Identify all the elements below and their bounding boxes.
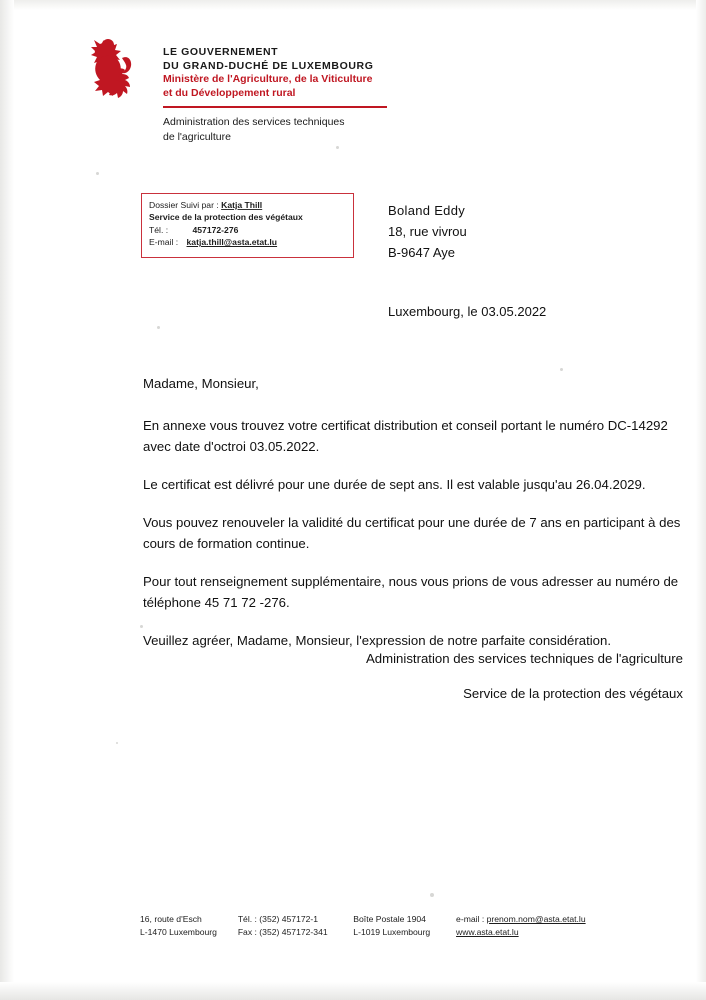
letter-salutation: Madame, Monsieur, [143,376,259,391]
ministry-line-1: Ministère de l'Agriculture, de la Viticulture [163,73,373,85]
scan-speck [560,368,563,371]
footer-tel-line: Tél. : (352) 457172-1 [237,914,319,924]
contact-email-value: katja.thill@asta.etat.lu [186,237,278,248]
scan-speck [430,893,434,897]
contact-service-line: Service de la protection des végétaux [149,212,303,223]
contact-email-label: E-mail : [149,237,179,248]
page-footer [140,913,630,939]
place-and-date: Luxembourg, le 03.05.2022 [388,304,547,319]
letterhead [86,36,387,145]
header-divider [163,106,387,108]
signature-block [143,648,683,704]
government-line-2: DU GRAND-DUCHÉ DE LUXEMBOURG [163,59,374,72]
ministry-line-2: et du Développement rural [163,86,296,99]
footer-address-line-1: 16, route d'Esch [140,914,202,924]
scan-edge-bottom [0,982,706,1000]
footer-po-line-1: Boîte Postale 1904 [353,914,426,924]
contact-reference-box [141,193,354,258]
lion-coat-of-arms-icon [86,36,140,98]
footer-website-link[interactable]: www.asta.etat.lu [456,927,519,937]
recipient-name: Boland Eddy [388,203,466,218]
signature-line-2: Service de la protection des végétaux [463,686,683,701]
letterhead-text [163,36,387,145]
scan-edge-top [0,0,706,10]
letter-paragraph-5: Veuillez agréer, Madame, Monsieur, l'expression de notre parfaite considération. [143,633,612,648]
recipient-street: 18, rue vivrou [388,224,467,239]
footer-online-column [456,913,608,939]
letter-paragraph-4: Pour tout renseignement supplémentaire, nous vous prions de vous adresser au numéro de téléphone 45 71 72 -276. [143,574,679,610]
scan-speck [157,326,160,329]
footer-address-column [140,913,226,939]
contact-tel-value: 457172-276 [192,224,239,235]
scan-edge-right [696,0,706,1000]
contact-tel-row [149,224,346,236]
contact-tel-label: Tél. : [149,224,169,235]
contact-dossier-row [149,199,346,211]
letter-paragraph-3: Vous pouvez renouveler la validité du certificat pour une durée de 7 ans en participant à des cours de formation continue. [143,515,681,551]
letter-paragraph-2: Le certificat est délivré pour une durée de sept ans. Il est valable jusqu'au 26.04.2029. [143,477,646,492]
scan-speck [336,146,339,149]
contact-dossier-label: Dossier Suivi par : [149,200,219,210]
footer-po-line-2: L-1019 Luxembourg [353,927,431,937]
government-line-1: LE GOUVERNEMENT [163,46,279,58]
footer-postbox-column [353,913,448,939]
footer-address-line-2: L-1470 Luxembourg [140,927,217,937]
footer-email-row [456,913,608,926]
contact-dossier-value: Katja Thill [221,200,263,210]
contact-email-row [149,236,346,248]
recipient-city: B-9647 Aye [388,245,455,260]
footer-email-label: e-mail : [456,914,487,924]
scan-speck [116,742,118,744]
scan-speck [96,172,99,175]
footer-phone-column [238,913,343,939]
footer-email-value[interactable]: prenom.nom@asta.etat.lu [486,914,586,924]
footer-fax-line: Fax : (352) 457172-341 [237,927,328,937]
recipient-address [388,200,467,263]
letter-paragraph-1: En annexe vous trouvez votre certificat distribution et conseil portant le numéro DC-14292 avec date d'octroi 03.05.2022. [143,418,668,454]
scan-edge-left [0,0,14,1000]
signature-line-1: Administration des services techniques de l'agriculture [366,651,683,666]
letter-body [143,373,683,651]
administration-line-2: de l'agriculture [163,130,231,143]
administration-line-1: Administration des services techniques [163,115,345,128]
